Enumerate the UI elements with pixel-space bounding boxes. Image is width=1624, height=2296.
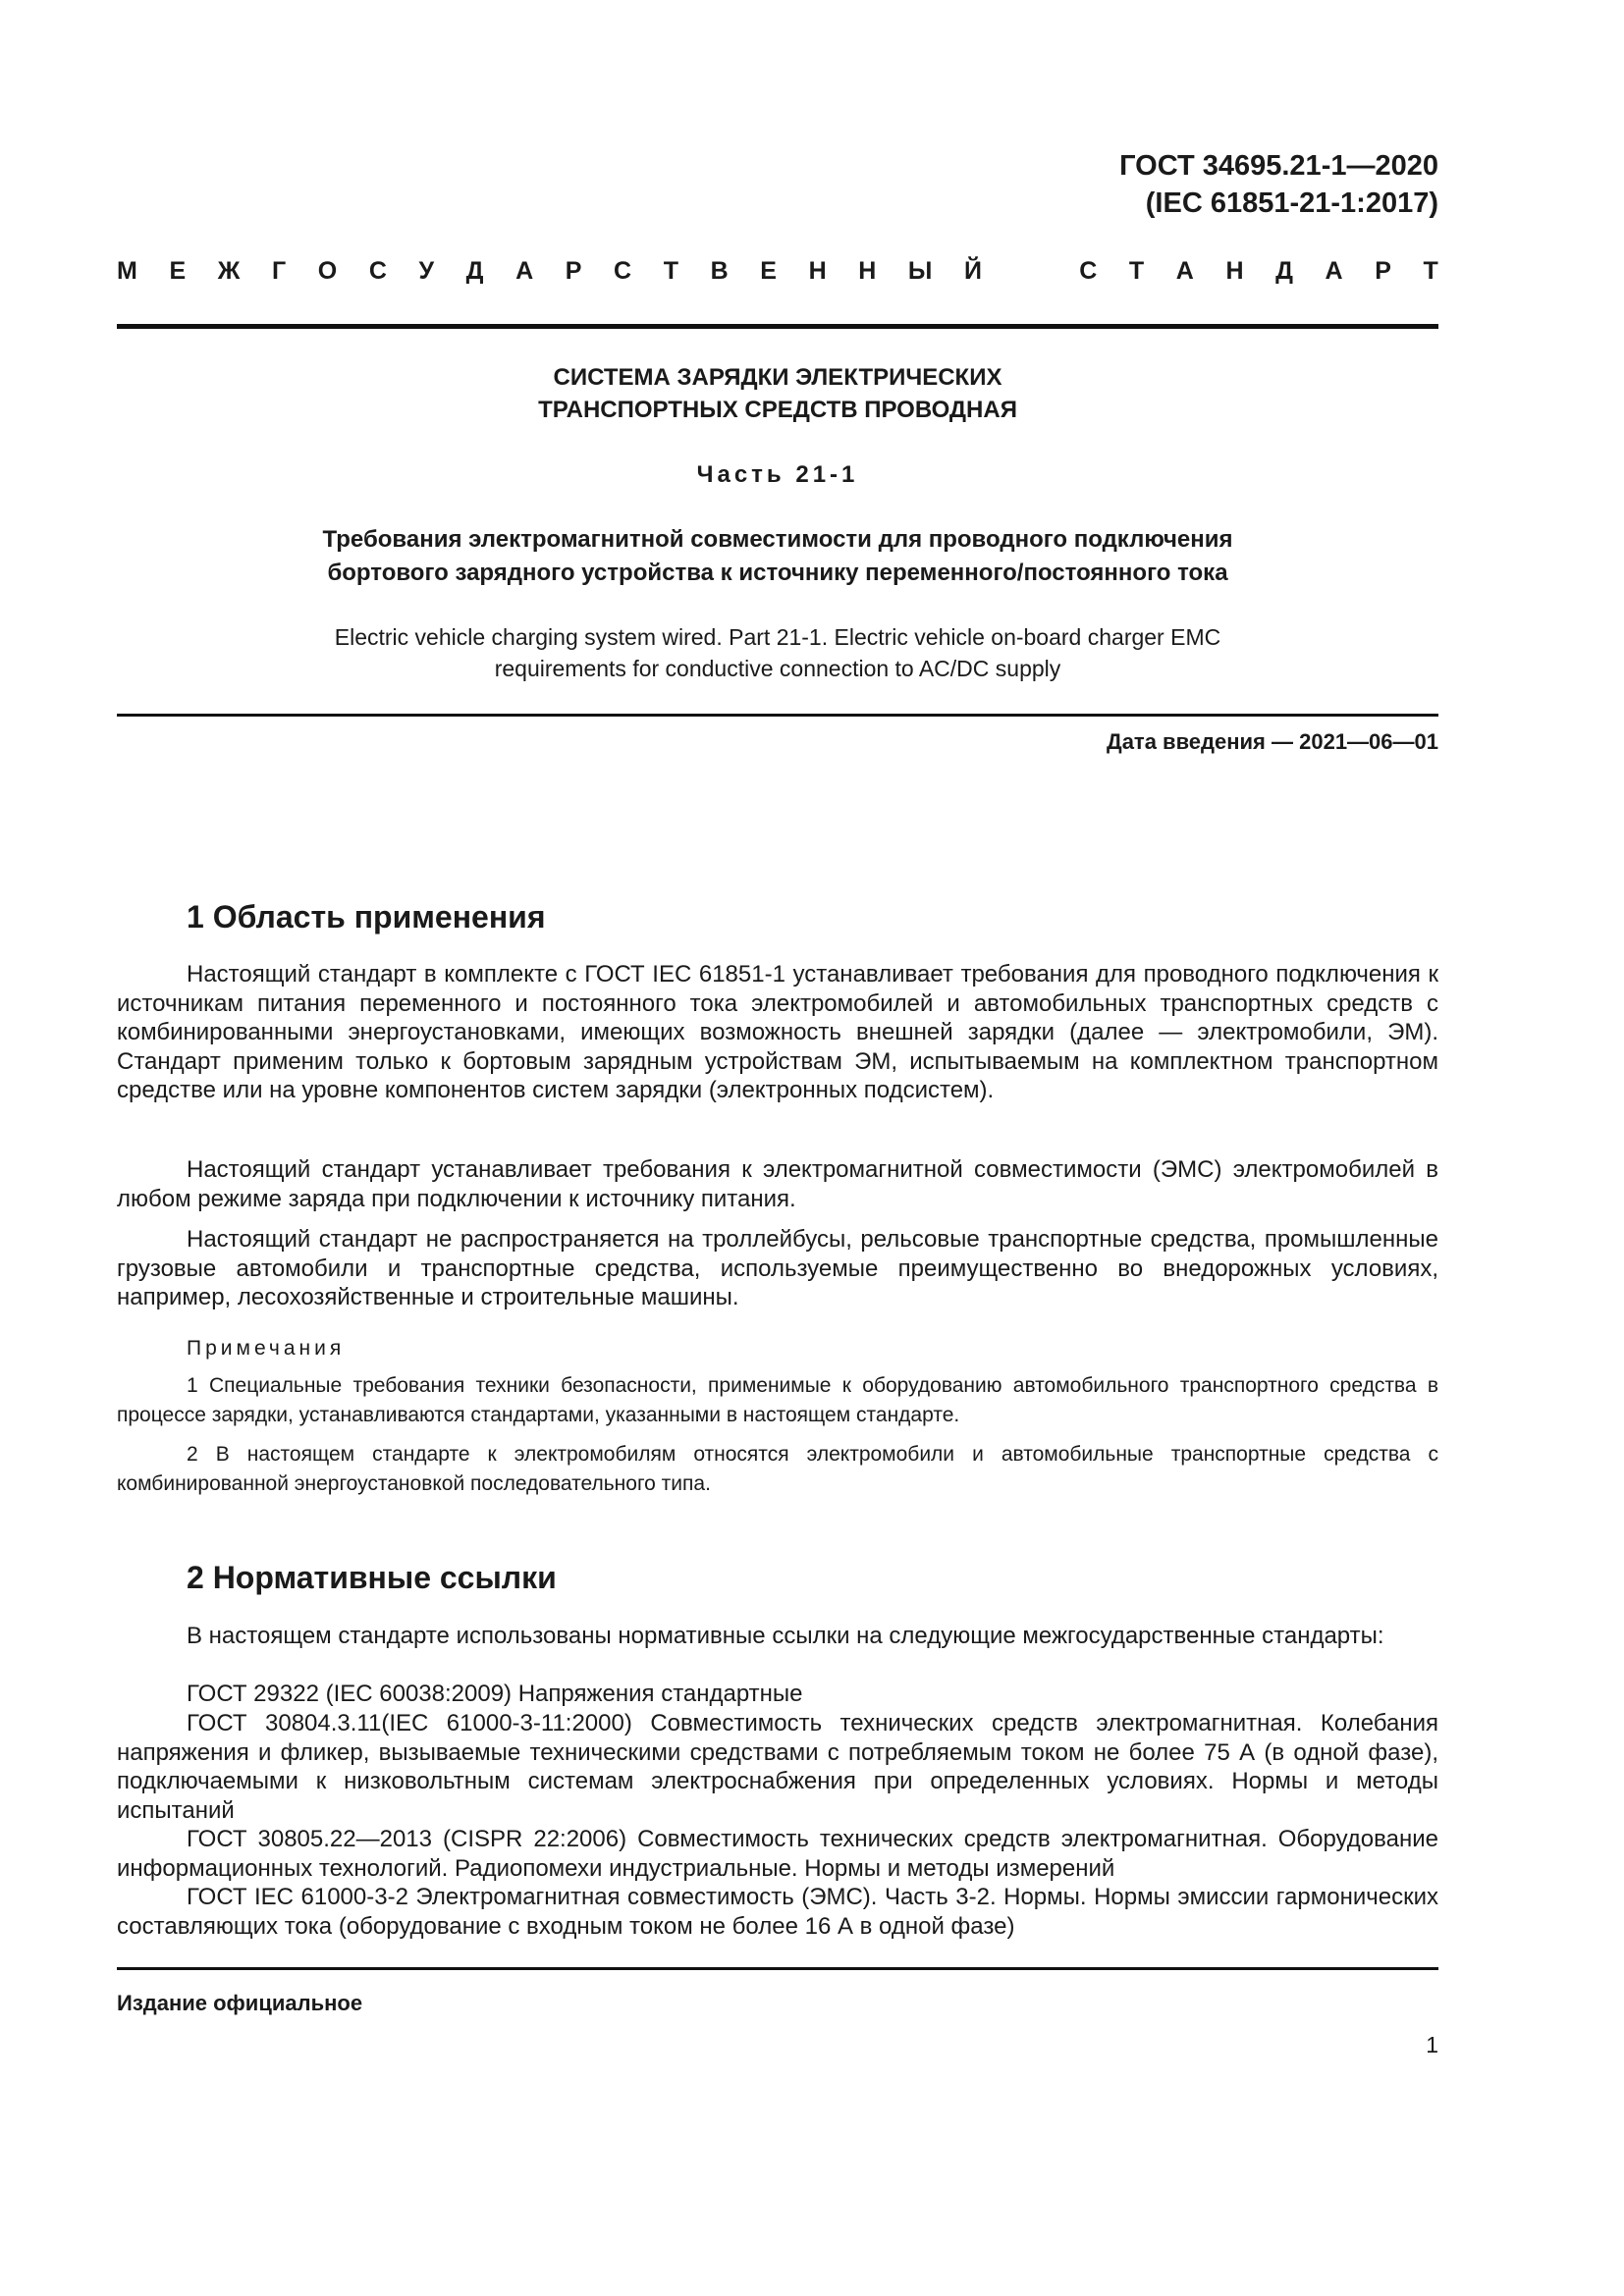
banner-letter: Ж: [217, 257, 241, 285]
banner-letter: А: [1175, 257, 1194, 285]
banner-letter: А: [515, 257, 534, 285]
banner-letter: В: [710, 257, 729, 285]
document-subtitle: [117, 523, 1438, 590]
introduction-date: Дата введения — 2021—06—01: [1107, 729, 1438, 754]
title-line-2: ТРАНСПОРТНЫХ СРЕДСТВ ПРОВОДНАЯ: [538, 397, 1017, 423]
section-2-paragraph: В настоящем стандарте использованы нормативные ссылки на следующие межгосударственные стандарты:: [187, 1623, 1384, 1649]
header-rule: [117, 324, 1438, 329]
document-title: [117, 361, 1438, 426]
part-label: Часть 21-1: [696, 461, 859, 488]
banner-word-gap: [1014, 257, 1048, 286]
banner-letter: Н: [858, 257, 877, 285]
banner-letter: Д: [1275, 257, 1293, 285]
banner-letter: Е: [169, 257, 187, 285]
banner-letter: Т: [663, 257, 678, 285]
section-1-paragraph: Настоящий стандарт не распространяется на троллейбусы, рельсовые транспортные средства, промышленные грузовые автомобили и транспортные средства, используемые преимущественно во внедорожных условиях, например, лесохозяйственные и строительные машины.: [117, 1226, 1438, 1310]
banner-letter: А: [1325, 257, 1343, 285]
note-item: 2 В настоящем стандарте к электромобилям относятся электромобили и автомобильные транспортные средства с комбинированной энергоустановкой последовательного типа.: [117, 1443, 1438, 1495]
english-title-line-2: requirements for conductive connection to AC/DC supply: [494, 656, 1061, 681]
notes-label: Примечания: [187, 1337, 346, 1360]
section-1-heading: 1 Область применения: [187, 899, 546, 934]
banner-letter: Р: [1375, 257, 1391, 285]
banner-letter: Д: [465, 257, 484, 285]
interstate-standard-banner: [117, 257, 1438, 286]
banner-letter: Ы: [907, 257, 933, 285]
title-rule: [117, 714, 1438, 717]
banner-letter: Г: [271, 257, 287, 285]
reference-item: ГОСТ 29322 (IEC 60038:2009) Напряжения стандартные: [187, 1681, 803, 1707]
banner-letter: Й: [964, 257, 982, 285]
document-number-iec: (IEC 61851-21-1:2017): [1145, 187, 1438, 219]
english-title-line-1: Electric vehicle charging system wired. Part 21-1. Electric vehicle on-board charger EMC: [334, 624, 1221, 650]
subtitle-line-1: Требования электромагнитной совместимости для проводного подключения: [322, 526, 1233, 553]
document-number-gost: ГОСТ 34695.21-1—2020: [1119, 150, 1438, 182]
reference-item: ГОСТ IEC 61000-3-2 Электромагнитная совместимость (ЭМС). Часть 3-2. Нормы. Нормы эмиссии гармонических составляющих тока (оборудование с входным током не более 16 А в одной фазе): [117, 1884, 1438, 1940]
banner-letter: Р: [565, 257, 582, 285]
banner-letter: Н: [808, 257, 827, 285]
banner-letter: Н: [1225, 257, 1244, 285]
footer-rule: [117, 1967, 1438, 1970]
banner-letter: У: [418, 257, 435, 285]
banner-letter: О: [317, 257, 338, 285]
banner-letter: Е: [760, 257, 777, 285]
note-item: 1 Специальные требования техники безопасности, применимые к оборудованию автомобильного транспортного средства в процессе зарядки, устанавливаются стандартами, указанными в настоящем стандарте.: [117, 1374, 1438, 1426]
subtitle-line-2: бортового зарядного устройства к источнику переменного/постоянного тока: [327, 560, 1228, 586]
document-number: [1119, 147, 1438, 222]
section-1-paragraph: Настоящий стандарт устанавливает требования к электромагнитной совместимости (ЭМС) электромобилей в любом режиме заряда при подключении к источнику питания.: [117, 1156, 1438, 1212]
banner-letter: С: [614, 257, 632, 285]
english-title: [117, 621, 1438, 684]
banner-letter: Т: [1423, 257, 1438, 285]
page-number: 1: [1426, 2032, 1438, 2057]
reference-item: ГОСТ 30804.3.11(IEC 61000-3-11:2000) Совместимость технических средств электромагнитная. Колебания напряжения и фликер, вызываемые техническими средствами с потребляемым током не более 75 А (в одной фазе), подключаемыми к низковольтным системам электроснабжения при определенных условиях. Нормы и методы испытаний: [117, 1710, 1438, 1824]
reference-item: ГОСТ 30805.22—2013 (CISPR 22:2006) Совместимость технических средств электромагнитная. Оборудование информационных технологий. Радиопомехи индустриальные. Нормы и методы измерений: [117, 1826, 1438, 1882]
banner-letter: С: [1079, 257, 1098, 285]
title-line-1: СИСТЕМА ЗАРЯДКИ ЭЛЕКТРИЧЕСКИХ: [553, 364, 1002, 391]
official-edition-label: Издание официальное: [117, 1991, 363, 2015]
banner-letter: С: [368, 257, 387, 285]
banner-letter: Т: [1128, 257, 1145, 285]
section-2-heading: 2 Нормативные ссылки: [187, 1560, 557, 1595]
section-1-paragraph: Настоящий стандарт в комплекте с ГОСТ IEC 61851-1 устанавливает требования для проводного подключения к источникам питания переменного и постоянного тока электромобилей и автомобильных транспортных средств с комбинированными энергоустановками, имеющих возможность внешней зарядки (далее — электромобили, ЭМ). Стандарт применим только к бортовым зарядным устройствам ЭМ, испытываемым на комплектном транспортном средстве или на уровне компонентов систем зарядки (электронных подсистем).: [117, 961, 1438, 1103]
banner-letter: М: [117, 257, 137, 285]
